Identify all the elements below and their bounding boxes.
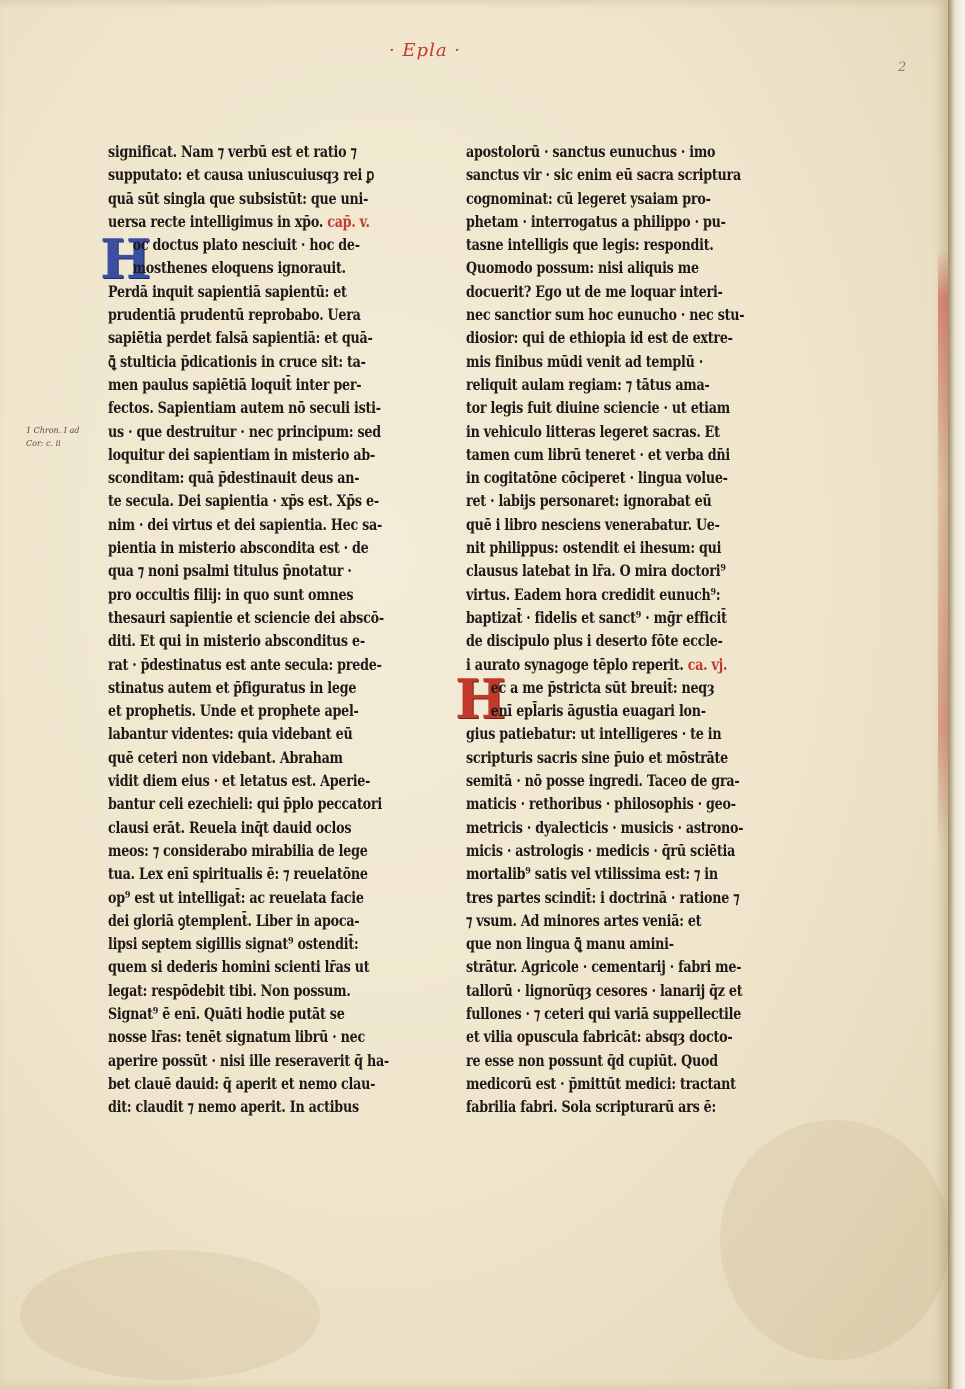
line-text: supputato: et causa uniuscuiusqȝ rei ꝑ <box>108 165 375 185</box>
line-text: loquitur dei sapientiam in misterio ab- <box>108 444 376 464</box>
text-line <box>108 862 408 885</box>
text-line <box>466 583 766 606</box>
text-line <box>108 303 408 326</box>
illuminated-initial-red: H <box>455 667 507 731</box>
text-line <box>108 629 408 652</box>
line-text: Perdā inquit sapientiā sapientū: et <box>108 281 347 301</box>
line-text: qua ⁊ noni psalmi titulus p̄notatur · <box>108 561 352 581</box>
line-text: tua. Lex enī spiritualis ē: ⁊ reuelatōne <box>108 864 368 884</box>
text-line <box>466 886 766 909</box>
text-line <box>108 1025 408 1048</box>
text-line <box>108 722 408 745</box>
text-line <box>108 466 408 489</box>
line-text: de discipulo plus i deserto fōte eccle- <box>466 631 723 651</box>
line-text: ꝗ̄ stulticia p̄dicationis in cruce sit: ta- <box>108 351 366 371</box>
text-line <box>108 420 408 443</box>
folio-number: 2 <box>898 60 907 75</box>
line-text: nit philippus: ostendit ei ihesum: qui <box>466 538 722 558</box>
marginal-note: 1 Chron. I ad Cor: c. ii <box>26 426 80 448</box>
line-text: quē ceteri non videbant. Abraham <box>108 747 343 767</box>
text-line <box>108 699 408 722</box>
line-text: aperire possūt · nisi ille reseraverit q̄ ha- <box>108 1050 389 1070</box>
line-text: us · que destruitur · nec principum: sed <box>108 421 381 441</box>
line-text: mosthenes eloquens ignorauit. <box>132 258 346 278</box>
text-line <box>466 629 766 652</box>
red-edge-stain <box>938 250 948 850</box>
line-text: metricis · dyalecticis · musicis · astrono- <box>466 817 744 837</box>
text-line <box>108 513 408 536</box>
line-text: quē i libro nesciens venerabatur. Ue- <box>466 514 720 534</box>
text-line <box>108 350 408 373</box>
line-text: que non lingua ꝗ̄ manu amini- <box>466 934 674 954</box>
line-text: pientia in misterio abscondita est · de <box>108 538 369 558</box>
line-text: micis · astrologis · medicis · q̄rū sciētia <box>466 840 736 860</box>
text-line <box>108 443 408 466</box>
text-line <box>108 396 408 419</box>
line-text: et prophetis. Unde et prophete apel- <box>108 701 359 721</box>
text-line <box>466 653 766 676</box>
text-line <box>466 303 766 326</box>
line-text: tasne intelligis que legis: respondit. <box>466 235 714 255</box>
text-line <box>466 350 766 373</box>
text-line <box>466 233 766 256</box>
text-line <box>108 792 408 815</box>
line-text: te secula. Dei sapientia · xp̄s est. Xp̄s e- <box>108 491 379 511</box>
line-text: enī epl̄aris āgustia euagari lon- <box>490 701 706 721</box>
line-text: in cogitatōne cōciperet · lingua volue- <box>466 468 728 488</box>
line-text: lipsi septem sigillis signat⁹ ostendit̄: <box>108 934 359 954</box>
text-line <box>466 559 766 582</box>
foxing-stain <box>20 1250 320 1380</box>
text-line <box>466 816 766 839</box>
left-text-column <box>108 140 408 1118</box>
line-text: fullones · ⁊ ceteri qui variā suppellectile <box>466 1003 742 1023</box>
text-line <box>466 326 766 349</box>
line-text: men paulus sapiētiā loquit̄ inter per- <box>108 374 362 394</box>
text-line <box>466 909 766 932</box>
text-line <box>466 769 766 792</box>
line-text: bantur celi ezechieli: qui p̄plo peccatori <box>108 794 382 814</box>
text-line <box>108 606 408 629</box>
line-text: quā sūt singla que subsistūt: que uni- <box>108 188 369 208</box>
page-edge <box>948 0 965 1389</box>
text-line <box>466 280 766 303</box>
line-text: scripturis sacris sine p̄uio et mōstrāte <box>466 747 728 767</box>
text-line <box>466 792 766 815</box>
illuminated-initial-blue: H <box>100 227 152 291</box>
line-text: cognominat: cū legeret ysaiam pro- <box>466 188 711 208</box>
line-text: baptizat̄ · fidelis et sanct⁹ · mḡr efficit̄ <box>466 607 727 627</box>
text-line <box>108 932 408 955</box>
text-line <box>108 676 408 699</box>
text-line <box>108 1072 408 1095</box>
line-text: phetam · interrogatus a philippo · pu- <box>466 211 726 231</box>
text-line <box>108 1049 408 1072</box>
text-line <box>466 187 766 210</box>
line-text: meos: ⁊ considerabo mirabilia de lege <box>108 840 368 860</box>
text-line <box>108 233 433 256</box>
text-line <box>108 886 408 909</box>
text-line <box>108 1002 408 1025</box>
line-text: sanctus vir · sic enim eū sacra scriptura <box>466 165 741 185</box>
line-text: mortalib⁹ satis vel vtilissima est: ⁊ in <box>466 864 718 884</box>
text-line <box>466 862 766 885</box>
line-text: nec sanctior sum hoc eunucho · nec stu- <box>466 305 745 325</box>
line-text: ⁊ vsum. Ad minores artes veniā: et <box>466 910 702 930</box>
text-line <box>466 420 766 443</box>
line-text: nim · dei virtus et dei sapientia. Hec sa- <box>108 514 383 534</box>
line-text: tor legis fuit diuine sciencie · ut etiam <box>466 398 730 418</box>
line-text: in vehiculo litteras legeret sacras. Et <box>466 421 720 441</box>
text-line <box>108 1095 408 1118</box>
line-text: ec a me p̄stricta sūt breuit̄: neqȝ <box>490 677 715 697</box>
line-text: diti. Et qui in misterio absconditus e- <box>108 631 365 651</box>
text-line <box>466 163 766 186</box>
text-line <box>108 653 408 676</box>
text-line <box>466 746 766 769</box>
text-line <box>466 839 766 862</box>
line-text: re esse non possunt q̄d cupiūt. Quod <box>466 1050 718 1070</box>
line-text: semitā · nō posse ingredi. Taceo de gra- <box>466 771 740 791</box>
line-text: diosior: qui de ethiopia id est de extre- <box>466 328 733 348</box>
foxing-stain <box>720 1120 950 1360</box>
text-line <box>108 839 408 862</box>
line-text: rat · p̄destinatus est ante secula: prede- <box>108 654 382 674</box>
text-line <box>108 140 408 163</box>
text-line <box>108 955 408 978</box>
text-line <box>466 955 766 978</box>
chapter-rubric: ca. vj. <box>687 654 728 674</box>
text-line <box>466 606 766 629</box>
text-line <box>466 979 766 1002</box>
line-text: apostolorū · sanctus eunuchus · imo <box>466 142 716 161</box>
text-line <box>466 256 766 279</box>
text-line <box>108 163 408 186</box>
running-head: · Epla · <box>388 40 462 61</box>
line-text: significat. Nam ⁊ verbū est et ratio ⁊ <box>108 142 357 161</box>
text-line <box>466 210 766 233</box>
text-line <box>108 489 408 512</box>
text-line <box>466 1002 766 1025</box>
line-text: bet clauē dauid: q̄ aperit et nemo clau- <box>108 1073 376 1093</box>
text-line <box>466 932 766 955</box>
line-text: et vilia opuscula fabricāt: absqȝ docto- <box>466 1027 733 1047</box>
text-line <box>466 699 791 722</box>
line-text: ret · labijs personaret: ignorabat eū <box>466 491 712 511</box>
line-text: nosse lr̄as: tenēt signatum librū · nec <box>108 1027 365 1047</box>
line-text: stinatus autem et p̄figuratus in lege <box>108 677 357 697</box>
text-line <box>108 746 408 769</box>
text-line <box>466 1025 766 1048</box>
line-text: vidit diem eius · et letatus est. Aperie- <box>108 771 371 791</box>
line-text: dei gloriā ꝯtemplent̄. Liber in apoca- <box>108 910 360 930</box>
text-line <box>108 373 408 396</box>
line-text: thesauri sapientie et sciencie dei abscō- <box>108 607 384 627</box>
line-text: oc doctus plato nesciuit · hoc de- <box>132 235 360 255</box>
text-line <box>108 210 408 233</box>
text-line <box>466 373 766 396</box>
line-text: medicorū est · p̄mittūt medici: tractant <box>466 1073 736 1093</box>
text-line <box>466 1095 766 1118</box>
line-text: tres partes scindit̄: i doctrinā · ratione ⁊ <box>466 887 740 907</box>
line-text: gius patiebatur: ut intelligeres · te in <box>466 724 722 744</box>
right-text-column <box>466 140 766 1118</box>
line-text: virtus. Eadem hora credidit eunuch⁹: <box>466 584 721 604</box>
text-line <box>466 513 766 536</box>
line-text: fabrilia fabri. Sola scripturarū ars ē: <box>466 1097 716 1117</box>
text-line <box>466 536 766 559</box>
line-text: labantur videntes: quia videbant eū <box>108 724 353 744</box>
line-text: Signat⁹ ē enī. Quāti hodie putāt se <box>108 1003 345 1023</box>
line-text: clausi erāt. Reuela inq̄t dauid oclos <box>108 817 352 837</box>
line-text: prudentiā prudentū reprobabo. Uera <box>108 305 361 325</box>
line-text: mis finibus mūdi venit ad templū · <box>466 351 703 371</box>
text-line <box>108 559 408 582</box>
text-line <box>466 489 766 512</box>
line-text: quem si dederis homini scienti lr̄as ut <box>108 957 370 977</box>
line-text: tallorū · lignorūqȝ cesores · lanarij q̄z et <box>466 980 743 1000</box>
line-text: maticis · rethoribus · philosophis · geo- <box>466 794 736 814</box>
text-line <box>108 909 408 932</box>
text-line <box>466 140 766 163</box>
line-text: reliquit aulam regiam: ⁊ tātus ama- <box>466 374 710 394</box>
text-line <box>108 280 408 303</box>
text-line <box>466 676 791 699</box>
line-text: tamen cum librū teneret · et verba dn̄i <box>466 444 730 464</box>
text-line <box>108 326 408 349</box>
text-line <box>466 466 766 489</box>
text-line <box>108 816 408 839</box>
chapter-rubric: cap̄. v. <box>327 211 370 231</box>
line-text: sapiētia perdet falsā sapientiā: et quā- <box>108 328 373 348</box>
text-line <box>108 187 408 210</box>
line-text: fectos. Sapientiam autem nō seculi isti- <box>108 398 381 418</box>
text-line <box>466 396 766 419</box>
line-text: Quomodo possum: nisi aliquis me <box>466 258 699 278</box>
text-line <box>466 722 766 745</box>
line-text: op⁹ est ut intelligat̄: ac reuelata facie <box>108 887 364 907</box>
text-line <box>466 1049 766 1072</box>
text-line <box>108 979 408 1002</box>
text-line <box>108 769 408 792</box>
line-text: i aurato synagoge tēplo reperit. <box>466 654 684 674</box>
line-text: legat: respōdebit tibi. Non possum. <box>108 980 351 1000</box>
line-text: clausus latebat in lr̄a. O mira doctori⁹ <box>466 561 726 581</box>
text-line <box>466 1072 766 1095</box>
line-text: docuerit? Ego ut de me loquar interi- <box>466 281 723 301</box>
line-text: pro occultis filij: in quo sunt omnes <box>108 584 354 604</box>
line-text: strātur. Agricole · cementarij · fabri me- <box>466 957 742 977</box>
text-line <box>108 256 433 279</box>
line-text: dit: claudit ⁊ nemo aperit. In actibus <box>108 1097 359 1117</box>
text-line <box>108 583 408 606</box>
text-line <box>466 443 766 466</box>
text-line <box>108 536 408 559</box>
line-text: uersa recte intelligimus in xp̄o. <box>108 211 324 231</box>
line-text: sconditam: quā p̄destinauit deus an- <box>108 468 360 488</box>
